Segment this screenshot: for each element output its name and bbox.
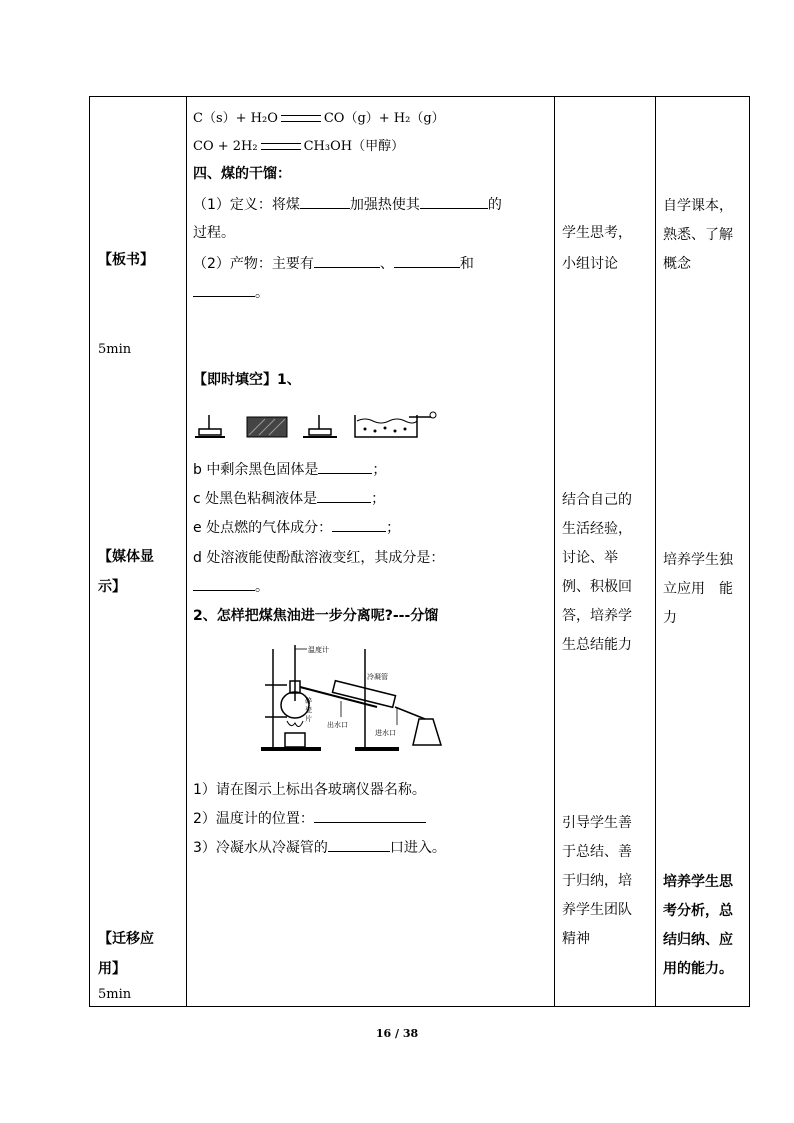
text-line: 于总结、善 — [562, 844, 632, 860]
equation-right: CO（g）+ H₂（g） — [323, 111, 445, 126]
text: b 中剩余黑色固体是 — [193, 462, 319, 478]
design-intent-column — [656, 97, 750, 1007]
activity-text: 小组讨论 — [562, 256, 618, 272]
text-line: 于归纳，培 — [562, 873, 632, 889]
text-line: 培养学生思 — [663, 874, 733, 890]
equals-sign — [261, 143, 301, 150]
thermometer-label: 温度计 — [308, 646, 329, 654]
label-qianyi-cont: 用】 — [98, 961, 126, 977]
section-title: 四、煤的干馏： — [193, 166, 291, 182]
text: 、 — [379, 256, 394, 272]
text: 2）温度计的位置： — [193, 811, 314, 827]
definition-line-2: 过程。 — [193, 225, 235, 241]
answer-blank[interactable] — [328, 837, 390, 852]
text-line: 考分析，总 — [663, 903, 733, 919]
outlet-label: 出水口 — [327, 721, 348, 729]
equation-left: CO + 2H₂ — [193, 139, 258, 154]
text: 。 — [255, 579, 269, 595]
text-line: 引导学生善 — [562, 815, 632, 831]
text: 口进入。 — [389, 840, 446, 856]
intent-block — [663, 546, 733, 633]
text: ； — [372, 462, 387, 478]
activity-text: 学生思考， — [562, 225, 632, 241]
text-line: 立应用 能 — [663, 581, 733, 597]
answer-blank[interactable] — [318, 459, 372, 474]
coal-sample-icon — [247, 417, 287, 437]
equation-1 — [193, 107, 445, 126]
text: 的 — [487, 197, 502, 213]
answer-blank[interactable] — [193, 576, 255, 591]
text-line: 例、积极回 — [562, 579, 632, 595]
step-2 — [193, 808, 426, 828]
text-line: 结合自己的 — [562, 492, 632, 508]
question-d: d 处溶液能使酚酞溶液变红，其成分是： — [193, 550, 445, 566]
text: ； — [386, 520, 401, 536]
products-line-2 — [193, 282, 269, 302]
condenser-label: 冷凝管 — [367, 673, 388, 681]
equation-left: C（s）+ H₂O — [193, 111, 278, 126]
content-column — [187, 97, 555, 1007]
answer-blank[interactable] — [300, 194, 350, 209]
text: （2）产物：主要有 — [193, 256, 314, 272]
text: 加强热使其 — [349, 197, 420, 213]
question-d-line2 — [193, 576, 269, 596]
text-line: 讨论、举 — [562, 550, 618, 566]
intent-block — [663, 868, 733, 984]
answer-blank[interactable] — [314, 808, 426, 823]
label-meiti-cont: 示】 — [98, 579, 126, 595]
question-e — [193, 517, 400, 537]
text-line: 力 — [663, 610, 677, 626]
text-line: 答，培养学 — [562, 608, 632, 624]
label-banshu: 【板书】 — [98, 252, 154, 268]
label-qianyi: 【迁移应 — [98, 931, 154, 947]
answer-blank[interactable] — [420, 194, 488, 209]
text-line: 养学生团队 — [562, 902, 632, 918]
equals-sign — [281, 115, 321, 122]
text-line: 生活经验， — [562, 521, 632, 537]
text-line: 精神 — [562, 931, 590, 947]
text-line: 用的能力。 — [663, 961, 733, 977]
text-line: 结归纳、应 — [663, 932, 733, 948]
definition-line — [193, 194, 502, 214]
student-activity-column — [555, 97, 656, 1007]
equation-2 — [193, 135, 404, 154]
chips-label: 瓷 — [305, 706, 312, 714]
text-line: 生总结能力 — [562, 637, 632, 653]
answer-blank[interactable] — [314, 253, 380, 268]
stage-column — [90, 97, 187, 1007]
text-line: 熟悉、了解 — [663, 227, 733, 243]
text: （1）定义：将煤 — [193, 197, 300, 213]
text: 。 — [255, 285, 269, 301]
inlet-label: 进水口 — [375, 729, 396, 737]
question-b — [193, 459, 386, 479]
burner-stand-icon — [195, 415, 225, 437]
text-line: 自学课本， — [663, 198, 733, 214]
text: 3）冷凝水从冷凝管的 — [193, 840, 328, 856]
answer-blank[interactable] — [332, 517, 386, 532]
products-line — [193, 253, 474, 273]
lesson-plan-table — [89, 96, 750, 1007]
text-line: 培养学生独 — [663, 552, 733, 568]
chips-label: 片 — [305, 715, 312, 723]
page-number: 16 / 38 — [375, 1027, 419, 1040]
question-c — [193, 488, 385, 508]
text: e 处点燃的气体成分： — [193, 520, 333, 536]
step-1: 1）请在图示上标出各玻璃仪器名称。 — [193, 782, 426, 798]
answer-blank[interactable] — [317, 488, 371, 503]
activity-block — [562, 486, 632, 660]
label-meiti: 【媒体显 — [98, 549, 154, 565]
intent-block — [663, 192, 733, 279]
fill-title: 【即时填空】1、 — [193, 372, 301, 388]
text-line: 概念 — [663, 256, 691, 272]
burner-stand-icon — [303, 415, 337, 437]
dry-distillation-apparatus-diagram — [195, 407, 445, 443]
time-label: 5min — [98, 987, 132, 1002]
time-label: 5min — [98, 342, 132, 357]
step-3 — [193, 837, 446, 857]
chips-label: 碎 — [305, 697, 312, 705]
activity-block — [562, 809, 632, 954]
equation-right: CH₃OH（甲醇） — [303, 139, 405, 154]
answer-blank[interactable] — [193, 282, 255, 297]
text: 和 — [459, 256, 474, 272]
answer-blank[interactable] — [394, 253, 460, 268]
question-2-title: 2、怎样把煤焦油进一步分离呢?---分馏 — [193, 608, 439, 624]
water-trough-icon — [355, 412, 436, 437]
text: c 处黑色粘稠液体是 — [193, 491, 318, 507]
fractional-distillation-diagram — [247, 641, 457, 759]
text: ； — [371, 491, 386, 507]
